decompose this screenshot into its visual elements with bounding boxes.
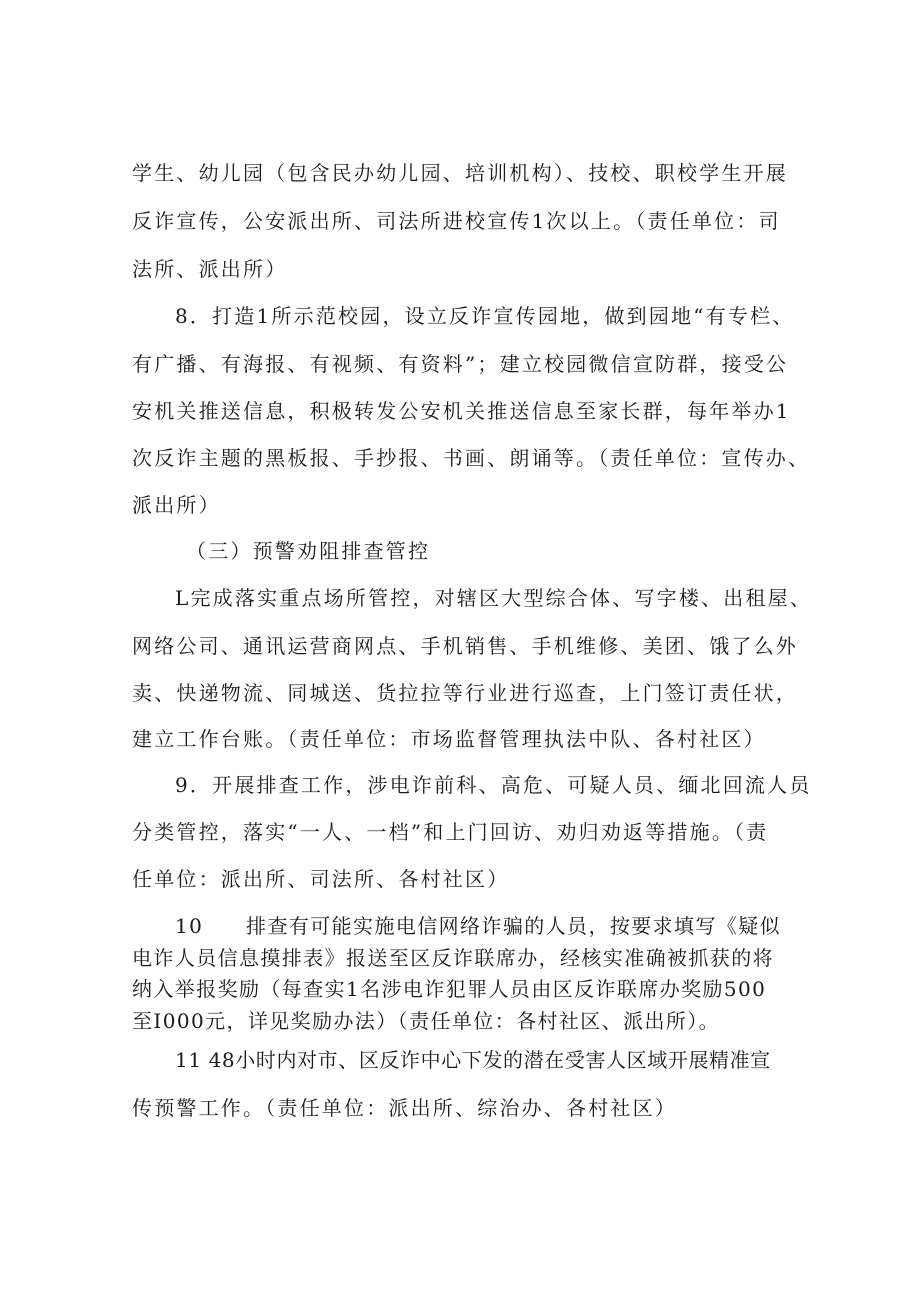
text-line-21: 11 48小时内对市、区反诈中心下发的潜在受害人区域开展精准宣 <box>175 1048 771 1072</box>
text-line-19: 纳入举报奖励（每查实1名涉电诈犯罪人员由区反诈联席办奖励500 <box>132 977 767 1001</box>
text-line-12: 卖、快递物流、同城送、货拉拉等行业进行巡查，上门签订责任状， <box>132 681 798 705</box>
text-line-5: 有广播、有海报、有视频、有资料”；建立校园微信宣防群，接受公 <box>132 352 789 376</box>
text-line-3: 法所、派出所） <box>132 257 288 281</box>
text-line-15: 分类管控，落实“一人、一档”和上门回访、劝归劝返等措施。（责 <box>132 820 769 844</box>
text-line-18: 电诈人员信息摸排表》报送至区反诈联席办，经核实准确被抓获的将 <box>132 946 774 970</box>
text-line-1: 学生、幼儿园（包含民办幼儿园、培训机构）、技校、职校学生开展 <box>132 161 788 185</box>
text-line-20: 至I000元，详见奖励办法）（责任单位：各村社区、派出所）。 <box>132 1009 721 1033</box>
text-line-17: 10 排查有可能实施电信网络诈骗的人员，按要求填写《疑似 <box>175 914 782 938</box>
text-line-22: 传预警工作。（责任单位：派出所、综治办、各村社区） <box>132 1096 677 1120</box>
text-line-10: L完成落实重点场所管控，对辖区大型综合体、写字楼、出租屋、 <box>175 586 813 610</box>
text-line-11: 网络公司、通讯运营商网点、手机销售、手机维修、美团、饿了么外 <box>132 634 798 658</box>
text-line-7: 次反诈主题的黑板报、手抄报、书画、朗诵等。（责任单位：宣传办、 <box>132 446 811 470</box>
text-line-6: 安机关推送信息，积极转发公安机关推送信息至家长群，每年举办1 <box>132 399 791 423</box>
text-line-8: 派出所） <box>132 493 221 517</box>
text-line-4: 8．打造1所示范校园，设立反诈宣传园地，做到园地“有专栏、 <box>175 304 795 328</box>
section-heading: （三）预警劝阻排查管控 <box>186 539 431 563</box>
text-line-13: 建立工作台账。（责任单位：市场监督管理执法中队、各村社区） <box>132 727 766 751</box>
text-line-16: 任单位：派出所、司法所、各村社区） <box>132 867 510 891</box>
text-line-14: 9．开展排查工作，涉电诈前科、高危、可疑人员、缅北回流人员 <box>175 773 812 797</box>
text-line-2: 反诈宣传，公安派出所、司法所进校宣传1次以上。（责任单位：司 <box>132 209 781 233</box>
